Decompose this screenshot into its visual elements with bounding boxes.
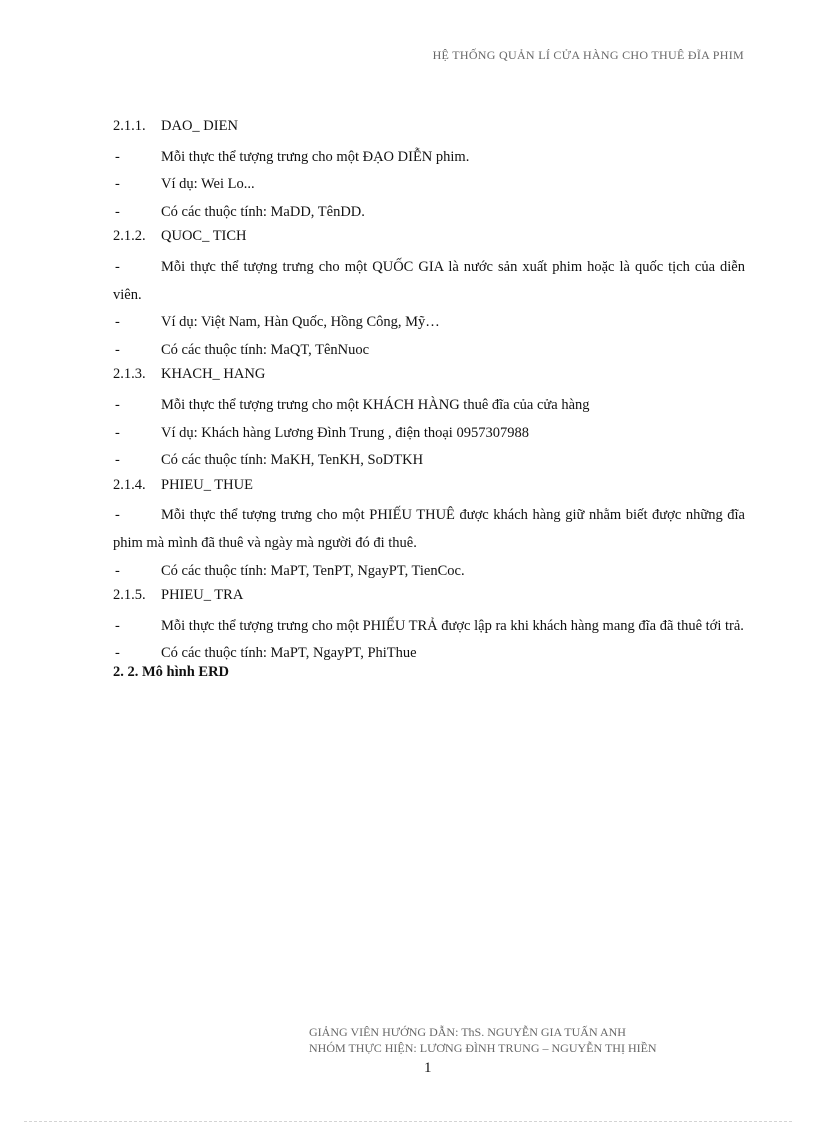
bullet-text: Mỗi thực thể tượng trưng cho một QUỐC GIA là nước sản xuất phim hoặc là quốc tịch của diễn viên. xyxy=(113,258,745,303)
list-item xyxy=(113,558,745,586)
section-number: 2.1.4. xyxy=(113,476,146,493)
bullet-text: Có các thuộc tính: MaQT, TênNuoc xyxy=(161,341,370,358)
bullet-dash: - xyxy=(115,314,120,331)
section-number: 2.1.3. xyxy=(113,366,146,383)
bullet-dash: - xyxy=(115,507,120,524)
section-number: 2.1.1. xyxy=(113,118,146,134)
list-item xyxy=(113,254,745,309)
bullet-dash: - xyxy=(115,424,120,441)
section-title: PHIEU_ THUE xyxy=(161,476,253,493)
bullet-text: Ví dụ: Khách hàng Lương Đình Trung , điện thoại 0957307988 xyxy=(161,424,529,441)
section-title: DAO_ DIEN xyxy=(161,118,238,134)
page-number: 1 xyxy=(424,1060,432,1076)
bullet-text: Mỗi thực thể tượng trưng cho một ĐẠO DIỄN phim. xyxy=(161,148,470,165)
footer-team: NHÓM THỰC HIỆN: LƯƠNG ĐÌNH TRUNG – NGUYỄN THỊ HIỀN xyxy=(309,1041,657,1055)
bullet-dash: - xyxy=(115,396,120,413)
bullet-text: Có các thuộc tính: MaPT, NgayPT, PhiThue xyxy=(161,645,417,662)
bullet-dash: - xyxy=(115,452,120,469)
list-item xyxy=(113,337,745,365)
section-heading xyxy=(113,226,745,254)
section-number: 2.1.2. xyxy=(113,228,146,245)
bullet-text: Có các thuộc tính: MaKH, TenKH, SoDTKH xyxy=(161,452,424,469)
list-item xyxy=(113,144,745,172)
list-item xyxy=(113,199,745,227)
bullet-text: Có các thuộc tính: MaDD, TênDD. xyxy=(161,203,365,220)
bullet-dash: - xyxy=(115,562,120,579)
bullet-dash: - xyxy=(115,176,120,193)
section-heading xyxy=(113,475,745,503)
list-item xyxy=(113,420,745,448)
section-number: 2.1.5. xyxy=(113,587,146,604)
list-item xyxy=(113,613,745,641)
bullet-dash: - xyxy=(115,258,120,275)
list-item xyxy=(113,447,745,475)
section-2-title: 2. 2. Mô hình ERD xyxy=(113,663,230,680)
list-item xyxy=(113,309,745,337)
list-item xyxy=(113,171,745,199)
bullet-text: Ví dụ: Việt Nam, Hàn Quốc, Hồng Công, Mỹ… xyxy=(161,314,440,331)
page-header: HỆ THỐNG QUẢN LÍ CỬA HÀNG CHO THUÊ ĐĨA PHIM xyxy=(432,48,744,62)
section-heading xyxy=(113,116,745,144)
section-heading xyxy=(113,585,745,613)
footer-advisor: GIẢNG VIÊN HƯỚNG DẪN: ThS. NGUYỄN GIA TUẤN ANH xyxy=(309,1025,626,1039)
page-footer xyxy=(309,1024,657,1056)
bullet-dash: - xyxy=(115,341,120,358)
bullet-text: Mỗi thực thể tượng trưng cho một KHÁCH HÀNG thuê đĩa của cửa hàng xyxy=(161,396,590,413)
bullet-text: Mỗi thực thể tượng trưng cho một PHIẾU TRẢ được lập ra khi khách hàng mang đĩa đã thuê tới trả. xyxy=(161,617,744,634)
section-title: PHIEU_ TRA xyxy=(161,587,244,604)
bullet-text: Mỗi thực thể tượng trưng cho một PHIẾU THUÊ được khách hàng giữ nhằm biết được những đĩa phim mà mình đã thuê và ngày mà người đó đi thuê. xyxy=(113,507,745,551)
bullet-dash: - xyxy=(115,645,120,662)
page-bottom-divider xyxy=(24,1121,792,1122)
list-item xyxy=(113,392,745,420)
section-title: QUOC_ TICH xyxy=(161,228,247,245)
section-title: KHACH_ HANG xyxy=(161,366,266,383)
bullet-text: Ví dụ: Wei Lo... xyxy=(161,176,255,193)
bullet-text: Có các thuộc tính: MaPT, TenPT, NgayPT, TienCoc. xyxy=(161,562,465,579)
list-item xyxy=(113,502,745,557)
bullet-dash: - xyxy=(115,203,120,220)
document-body xyxy=(113,116,745,682)
bullet-dash: - xyxy=(115,148,120,165)
section-heading xyxy=(113,364,745,392)
bullet-dash: - xyxy=(115,617,120,634)
